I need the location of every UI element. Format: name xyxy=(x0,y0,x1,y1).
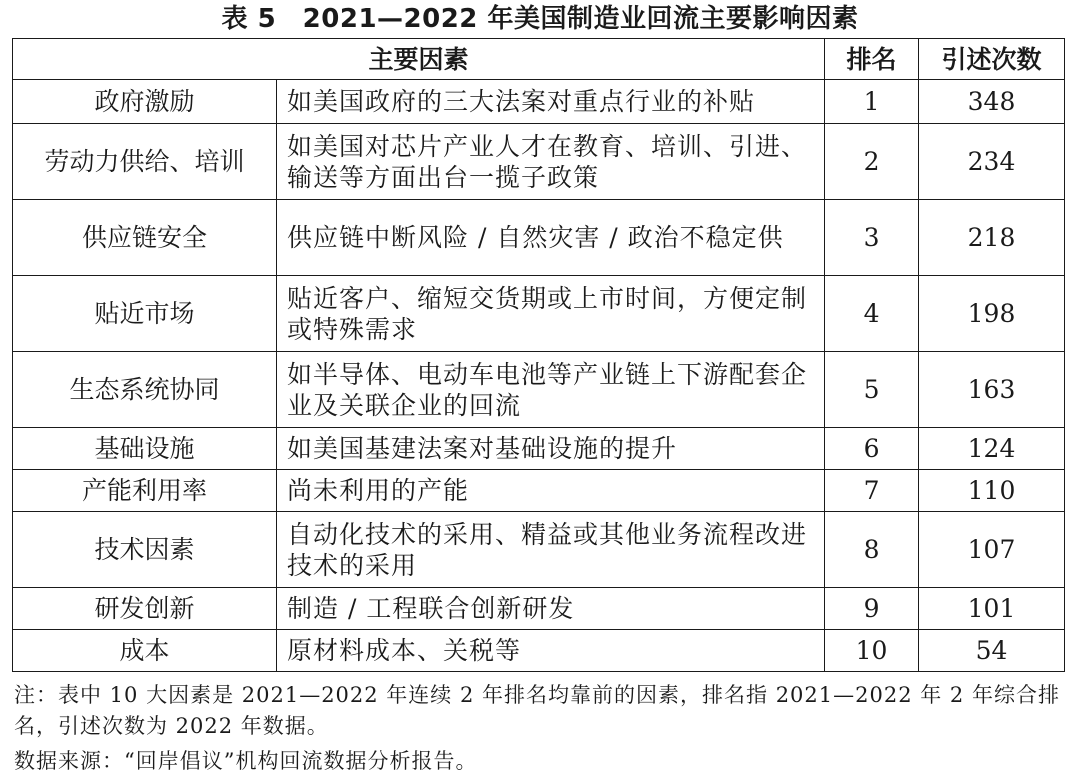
detail-cell: 如美国基建法案对基础设施的提升 xyxy=(277,428,825,470)
table-title: 表 5 2021—2022 年美国制造业回流主要影响因素 xyxy=(221,4,859,34)
cites-cell: 163 xyxy=(919,352,1065,428)
detail-cell: 如美国政府的三大法案对重点行业的补贴 xyxy=(277,80,825,124)
detail-cell: 贴近客户、缩短交货期或上市时间，方便定制或特殊需求 xyxy=(277,276,825,352)
rank-cell: 5 xyxy=(825,352,919,428)
rank-cell: 6 xyxy=(825,428,919,470)
table-row xyxy=(13,512,1065,588)
detail-cell: 原材料成本、关税等 xyxy=(277,630,825,672)
header-factor: 主要因素 xyxy=(13,39,825,80)
header-row xyxy=(13,39,1065,80)
table-row xyxy=(13,588,1065,630)
factor-cell: 贴近市场 xyxy=(13,276,277,352)
rank-cell: 2 xyxy=(825,124,919,200)
table-row xyxy=(13,428,1065,470)
table-row xyxy=(13,630,1065,672)
cites-cell: 54 xyxy=(919,630,1065,672)
rank-cell: 9 xyxy=(825,588,919,630)
cites-cell: 348 xyxy=(919,80,1065,124)
detail-cell: 尚未利用的产能 xyxy=(277,470,825,512)
rank-cell: 10 xyxy=(825,630,919,672)
header-rank: 排名 xyxy=(825,39,919,80)
factor-cell: 供应链安全 xyxy=(13,200,277,276)
header-cites: 引述次数 xyxy=(919,39,1065,80)
cites-cell: 110 xyxy=(919,470,1065,512)
rank-cell: 7 xyxy=(825,470,919,512)
factor-cell: 政府激励 xyxy=(13,80,277,124)
detail-cell: 供应链中断风险 / 自然灾害 / 政治不稳定供 xyxy=(277,200,825,276)
detail-cell: 如半导体、电动车电池等产业链上下游配套企业及关联企业的回流 xyxy=(277,352,825,428)
factor-cell: 研发创新 xyxy=(13,588,277,630)
table-row xyxy=(13,276,1065,352)
table-row xyxy=(13,80,1065,124)
factors-table xyxy=(12,38,1065,672)
detail-cell: 自动化技术的采用、精益或其他业务流程改进技术的采用 xyxy=(277,512,825,588)
cites-cell: 198 xyxy=(919,276,1065,352)
table-row xyxy=(13,470,1065,512)
factor-cell: 技术因素 xyxy=(13,512,277,588)
cites-cell: 218 xyxy=(919,200,1065,276)
detail-cell: 制造 / 工程联合创新研发 xyxy=(277,588,825,630)
cites-cell: 107 xyxy=(919,512,1065,588)
factor-cell: 劳动力供给、培训 xyxy=(13,124,277,200)
factor-cell: 基础设施 xyxy=(13,428,277,470)
rank-cell: 3 xyxy=(825,200,919,276)
cites-cell: 101 xyxy=(919,588,1065,630)
table-row xyxy=(13,124,1065,200)
table-row xyxy=(13,352,1065,428)
table-row xyxy=(13,200,1065,276)
data-source: 数据来源：“回岸倡议”机构回流数据分析报告。 xyxy=(14,749,478,773)
rank-cell: 1 xyxy=(825,80,919,124)
factor-cell: 生态系统协同 xyxy=(13,352,277,428)
factor-cell: 产能利用率 xyxy=(13,470,277,512)
detail-cell: 如美国对芯片产业人才在教育、培训、引进、输送等方面出台一揽子政策 xyxy=(277,124,825,200)
cites-cell: 124 xyxy=(919,428,1065,470)
table-note: 注：表中 10 大因素是 2021—2022 年连续 2 年排名均靠前的因素，排名指 2021—2022 年 2 年综合排名，引述次数为 2022 年数据。 xyxy=(14,683,1060,738)
factor-cell: 成本 xyxy=(13,630,277,672)
rank-cell: 4 xyxy=(825,276,919,352)
cites-cell: 234 xyxy=(919,124,1065,200)
rank-cell: 8 xyxy=(825,512,919,588)
